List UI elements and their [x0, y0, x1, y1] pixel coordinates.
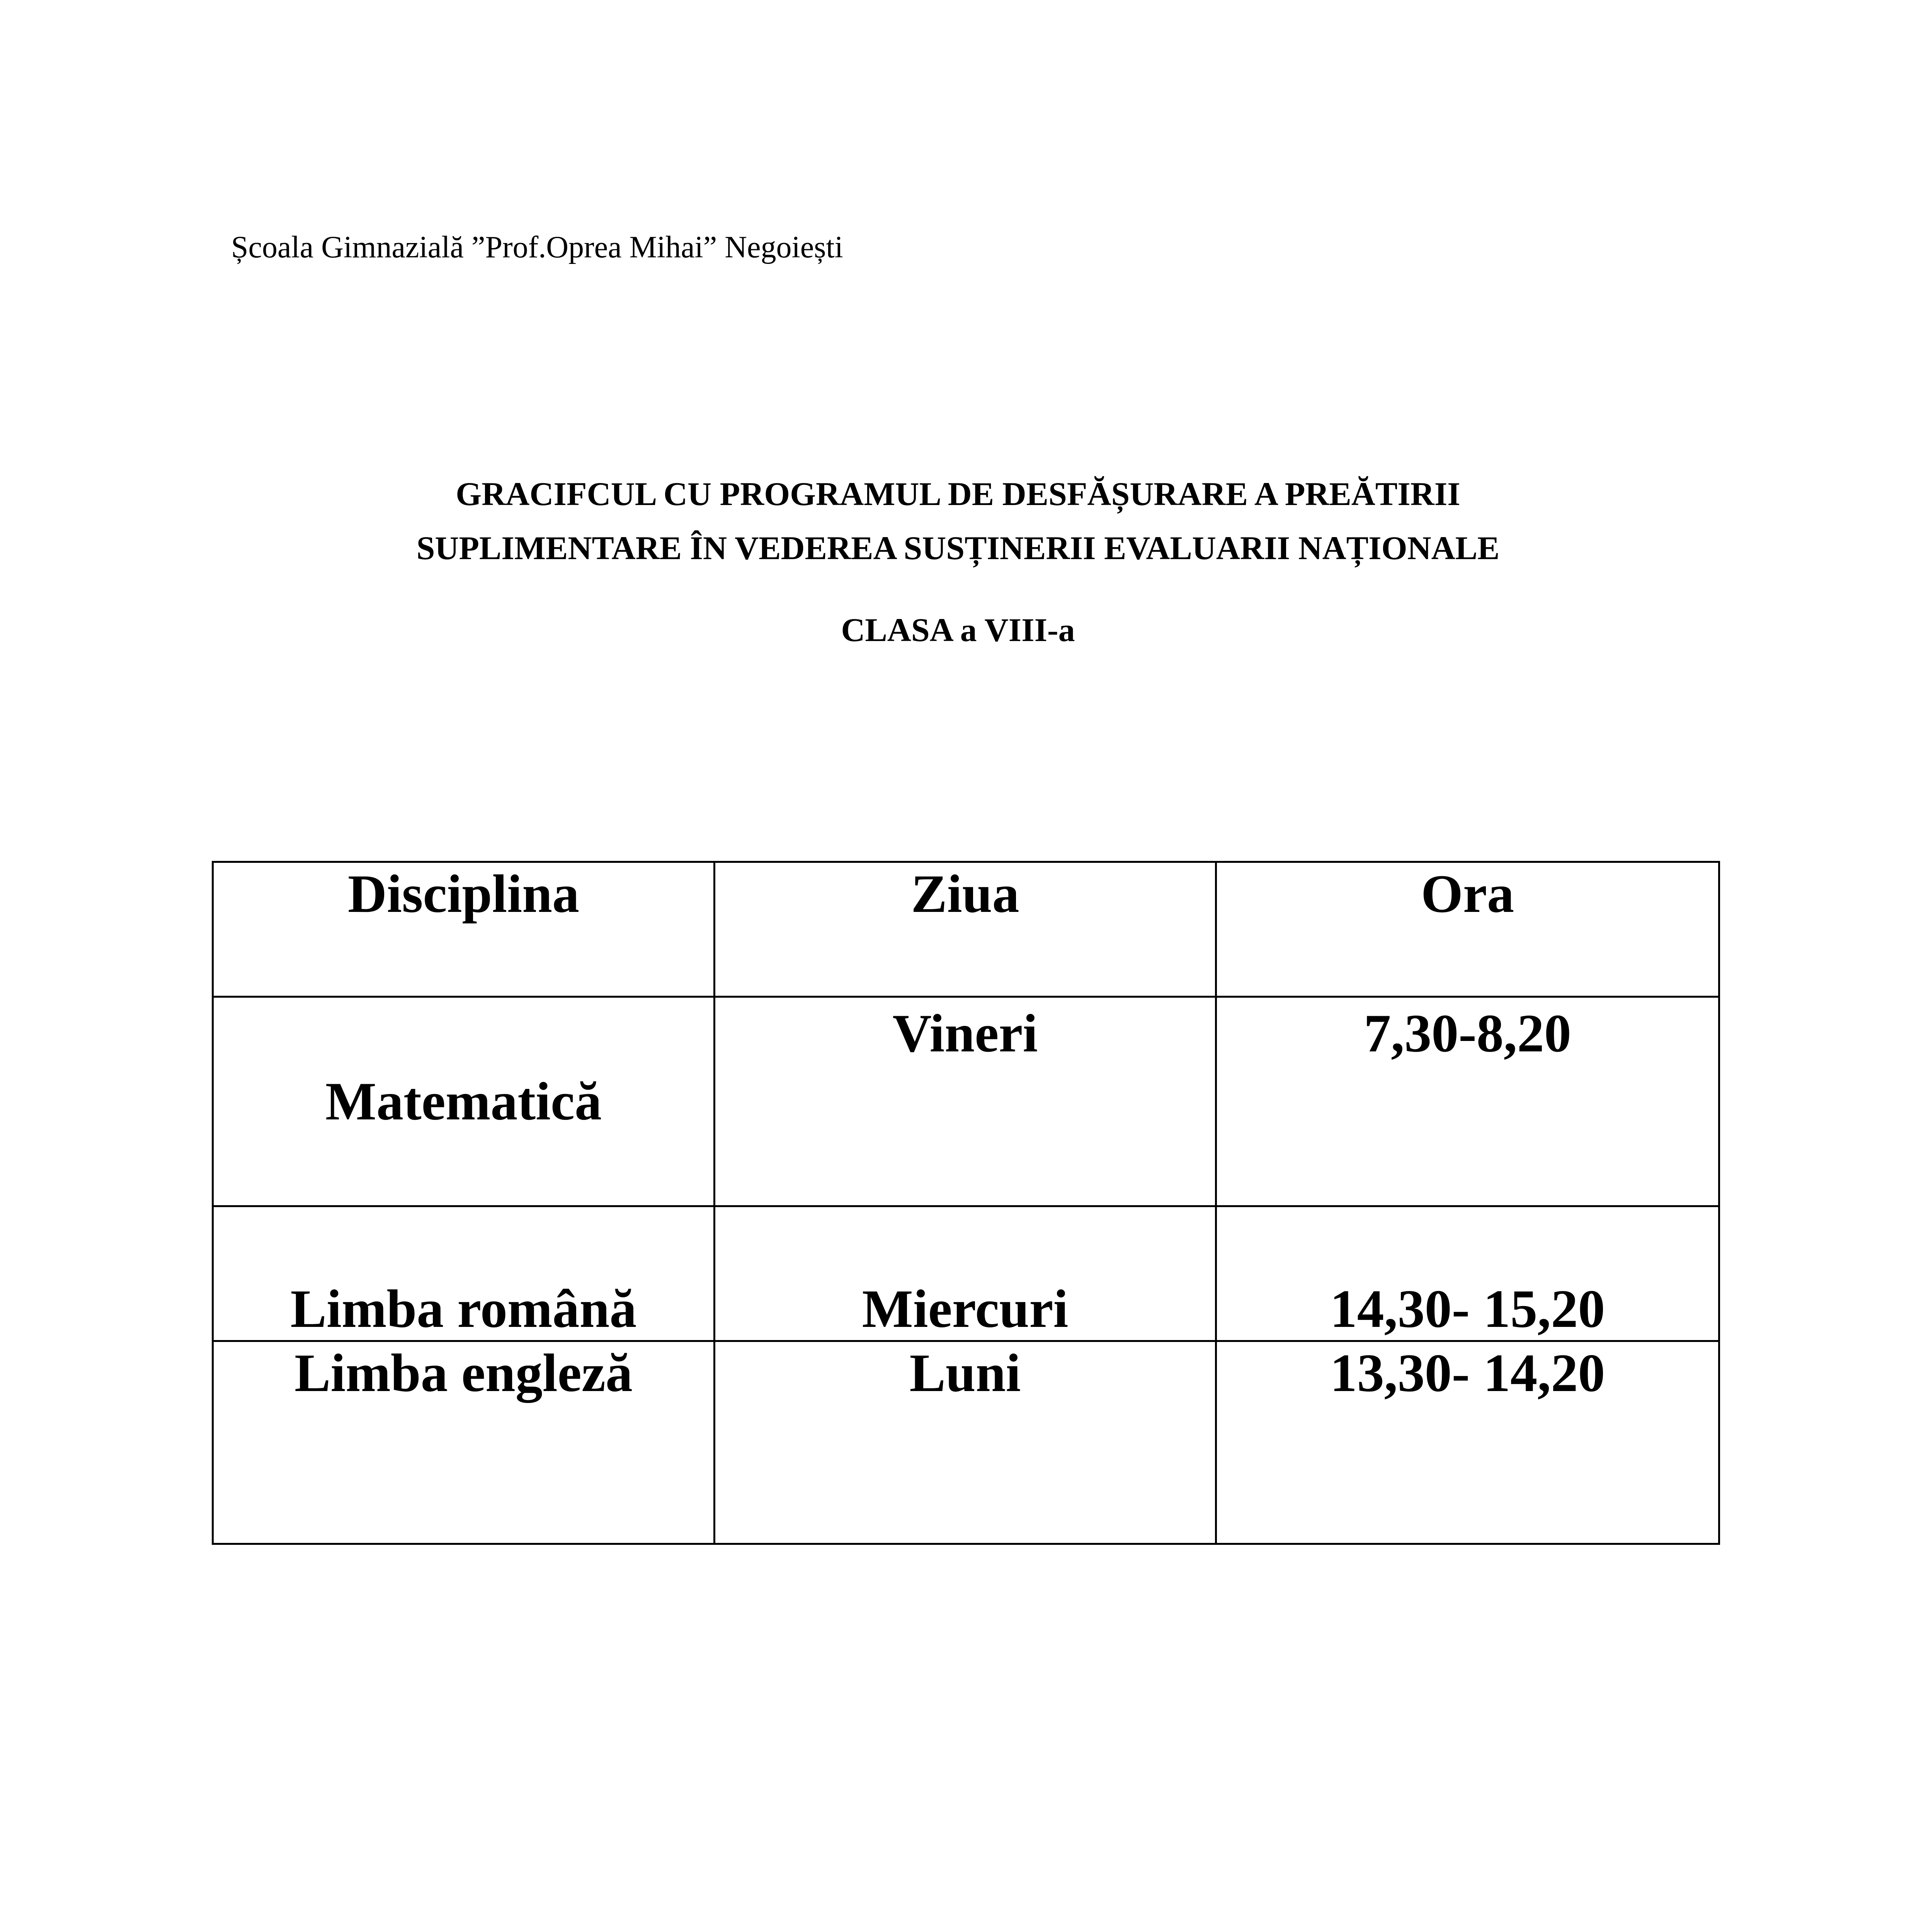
table-header-row [213, 862, 1719, 997]
school-name: Școala Gimnazială ”Prof.Oprea Mihai” Negoiești [231, 230, 843, 264]
column-header-disciplina: Disciplina [213, 862, 715, 997]
cell-subject: Matematică [213, 997, 715, 1206]
table-row [213, 997, 1719, 1206]
cell-time: 14,30- 15,20 [1216, 1206, 1719, 1341]
table-row [213, 1206, 1719, 1341]
cell-subject: Limba română [213, 1206, 715, 1341]
document-title-line-1: GRACIFCUL CU PROGRAMUL DE DESFĂȘURARE A PREĂTIRII [456, 475, 1460, 512]
cell-subject: Limba engleză [213, 1341, 715, 1544]
cell-day: Vineri [715, 997, 1216, 1206]
document-title-line-2: SUPLIMENTARE ÎN VEDEREA SUSȚINERII EVALUARII NAȚIONALE [416, 529, 1500, 566]
column-header-ora: Ora [1216, 862, 1719, 997]
cell-time: 7,30-8,20 [1216, 997, 1719, 1206]
table-row [213, 1341, 1719, 1544]
schedule-table [212, 861, 1720, 1545]
column-header-ziua: Ziua [715, 862, 1216, 997]
cell-day: Miercuri [715, 1206, 1216, 1341]
class-label: CLASA a VIII-a [841, 611, 1075, 648]
cell-day: Luni [715, 1341, 1216, 1544]
cell-time: 13,30- 14,20 [1216, 1341, 1719, 1544]
